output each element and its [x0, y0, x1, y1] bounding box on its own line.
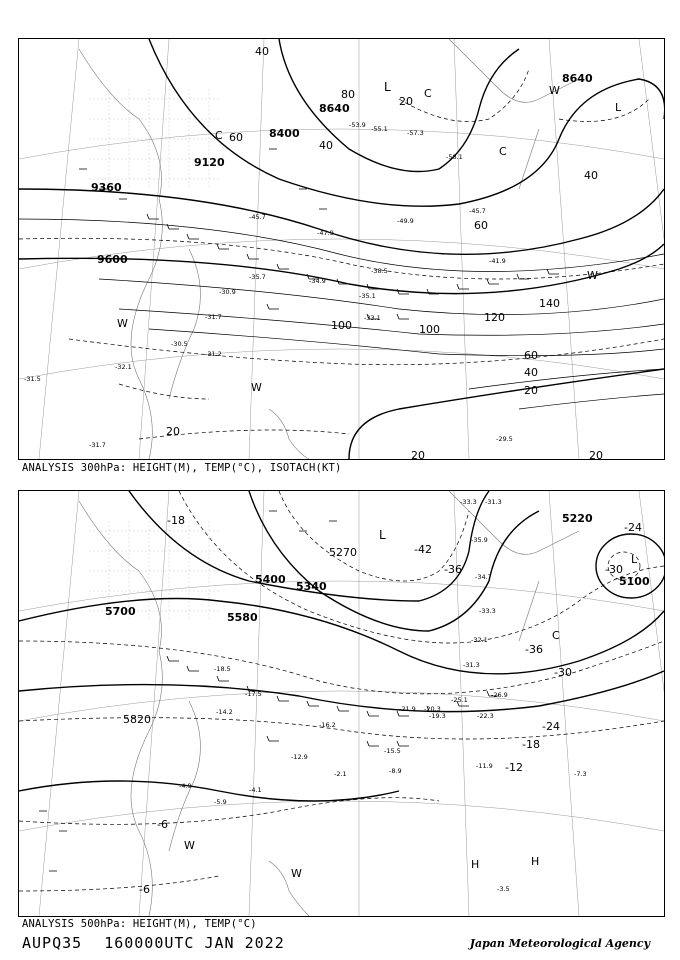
system-mark: C [499, 145, 507, 158]
temp-label: -17.5 [245, 690, 262, 698]
temp-label: -4.9 [179, 782, 192, 790]
wind-barbs [39, 511, 499, 871]
system-mark: W [549, 84, 560, 97]
product-code: AUPQ35 [22, 934, 83, 952]
temp-label: -5.9 [214, 798, 227, 806]
temp-label: -34.7 [475, 573, 492, 581]
temp-label: -21.9 [399, 705, 416, 713]
system-mark: L [379, 528, 386, 542]
temp-label: -19.3 [429, 712, 446, 720]
system-mark: C [424, 87, 432, 100]
temp-label: -11.9 [476, 762, 493, 770]
temp-label: -33.1 [364, 314, 381, 322]
system-mark: W [587, 269, 598, 282]
height-label: 5400 [255, 573, 286, 586]
isotach-label: 20 [166, 425, 180, 438]
height-label: 5270 [329, 546, 357, 559]
temp-label: -58.1 [446, 153, 463, 161]
temp-label: -45.7 [249, 213, 266, 221]
chart-300hpa-map [19, 39, 664, 459]
agency-name: Japan Meteorological Agency [469, 937, 650, 950]
temp-label: -7.3 [574, 770, 587, 778]
temp-label: -38.5 [371, 267, 388, 275]
temp-label: -3.5 [497, 885, 510, 893]
isotherm-label: -6 [157, 818, 168, 831]
temp-label: -32.1 [115, 363, 132, 371]
system-mark: H [531, 855, 540, 868]
isotach-label: 40 [584, 169, 598, 182]
isotach-label: 40 [319, 139, 333, 152]
isotach-label: 60 [524, 349, 538, 362]
system-mark: W [117, 317, 128, 330]
isotherm-label: -18 [167, 514, 185, 527]
system-mark: W [251, 381, 262, 394]
temp-label: -12.9 [291, 753, 308, 761]
isotach-label: 60 [474, 219, 488, 232]
temp-label: -32.1 [471, 636, 488, 644]
hatch [89, 89, 219, 189]
caption-500hpa: ANALYSIS 500hPa: HEIGHT(M), TEMP(°C) [22, 918, 257, 930]
temp-label: -22.3 [477, 712, 494, 720]
temp-label: -41.9 [489, 257, 506, 265]
temp-label: -18.5 [214, 665, 231, 673]
system-mark: C [552, 629, 560, 642]
height-label: 8640 [319, 102, 350, 115]
height-label: 5340 [296, 580, 327, 593]
isotherm-label: -18 [522, 738, 540, 751]
height-label: 5220 [562, 512, 593, 525]
temp-label: -30.5 [171, 340, 188, 348]
isotach-label: 20 [411, 449, 425, 459]
isotachs [19, 219, 664, 409]
height-label: 9600 [97, 253, 128, 266]
isotach-label: 100 [331, 319, 352, 332]
valid-time: 160000UTC JAN 2022 [104, 934, 285, 952]
chart-500hpa [18, 490, 665, 917]
temp-label: -31.3 [463, 661, 480, 669]
temp-label: -35.1 [359, 292, 376, 300]
height-contours [19, 491, 664, 801]
temp-label: -8.9 [389, 767, 402, 775]
temp-label: -33.3 [460, 498, 477, 506]
system-mark: C [215, 129, 223, 142]
temp-label: -15.5 [384, 747, 401, 755]
height-label: 8640 [562, 72, 593, 85]
isotherm-label: -36 [525, 643, 543, 656]
height-label: 8400 [269, 127, 300, 140]
temp-label: -55.1 [371, 125, 388, 133]
height-label: 9360 [91, 181, 122, 194]
isotach-label: 100 [419, 323, 440, 336]
height-label: 9120 [194, 156, 225, 169]
temp-label: -31.5 [24, 375, 41, 383]
isotach-label: 20 [589, 449, 603, 459]
chart-identifier [22, 934, 307, 952]
temp-label: -2.1 [334, 770, 347, 778]
temp-label: -20.3 [424, 705, 441, 713]
temp-label: -47.9 [317, 229, 334, 237]
system-mark: W [184, 839, 195, 852]
temp-label: -29.5 [496, 435, 513, 443]
temp-label: -25.1 [451, 696, 468, 704]
isotach-label: 20 [524, 384, 538, 397]
caption-300hpa: ANALYSIS 300hPa: HEIGHT(M), TEMP(°C), ISOTACH(KT) [22, 462, 342, 474]
temp-label: -31.7 [89, 441, 106, 449]
system-mark: L [631, 553, 638, 566]
chart-300hpa [18, 38, 665, 460]
temp-label: -31.2 [205, 350, 222, 358]
isotach-label: 20 [399, 95, 413, 108]
system-mark: L [615, 101, 622, 114]
isotherm-label: -36 [444, 563, 462, 576]
isotherm-label: -30 [605, 563, 623, 576]
temp-label: -53.9 [349, 121, 366, 129]
temp-label: -57.3 [407, 129, 424, 137]
temp-label: -26.9 [491, 691, 508, 699]
temp-label: -14.2 [216, 708, 233, 716]
temp-label: -31.7 [205, 313, 222, 321]
isotherm-label: -24 [624, 521, 642, 534]
chart-500hpa-map [19, 491, 664, 916]
isotach-label: 60 [229, 131, 243, 144]
isotach-label: 40 [524, 366, 538, 379]
temp-label: -16.2 [319, 721, 336, 729]
temp-label: -34.9 [309, 277, 326, 285]
temp-label: -35.7 [249, 273, 266, 281]
system-mark: H [471, 858, 480, 871]
temp-label: -45.7 [469, 207, 486, 215]
temp-label: -31.3 [485, 498, 502, 506]
system-mark: L [384, 80, 391, 94]
height-label: 5580 [227, 611, 258, 624]
isotherm-label: -12 [505, 761, 523, 774]
height-label: 5820 [123, 713, 151, 726]
temp-label: -30.9 [219, 288, 236, 296]
isotach-label: 40 [255, 45, 269, 58]
isotach-label: 80 [341, 88, 355, 101]
isotherm-label: -6 [139, 883, 150, 896]
temp-label: -33.3 [479, 607, 496, 615]
height-label: 5700 [105, 605, 136, 618]
system-mark: W [291, 867, 302, 880]
isotherm-label: -24 [542, 720, 560, 733]
isotach-label: 140 [539, 297, 560, 310]
isotherm-label: -42 [414, 543, 432, 556]
temp-label: -35.9 [471, 536, 488, 544]
isotach-label: 120 [484, 311, 505, 324]
temp-label: -4.1 [249, 786, 262, 794]
height-label: 5100 [619, 575, 650, 588]
temp-label: -49.9 [397, 217, 414, 225]
isotherm-label: -30 [554, 666, 572, 679]
